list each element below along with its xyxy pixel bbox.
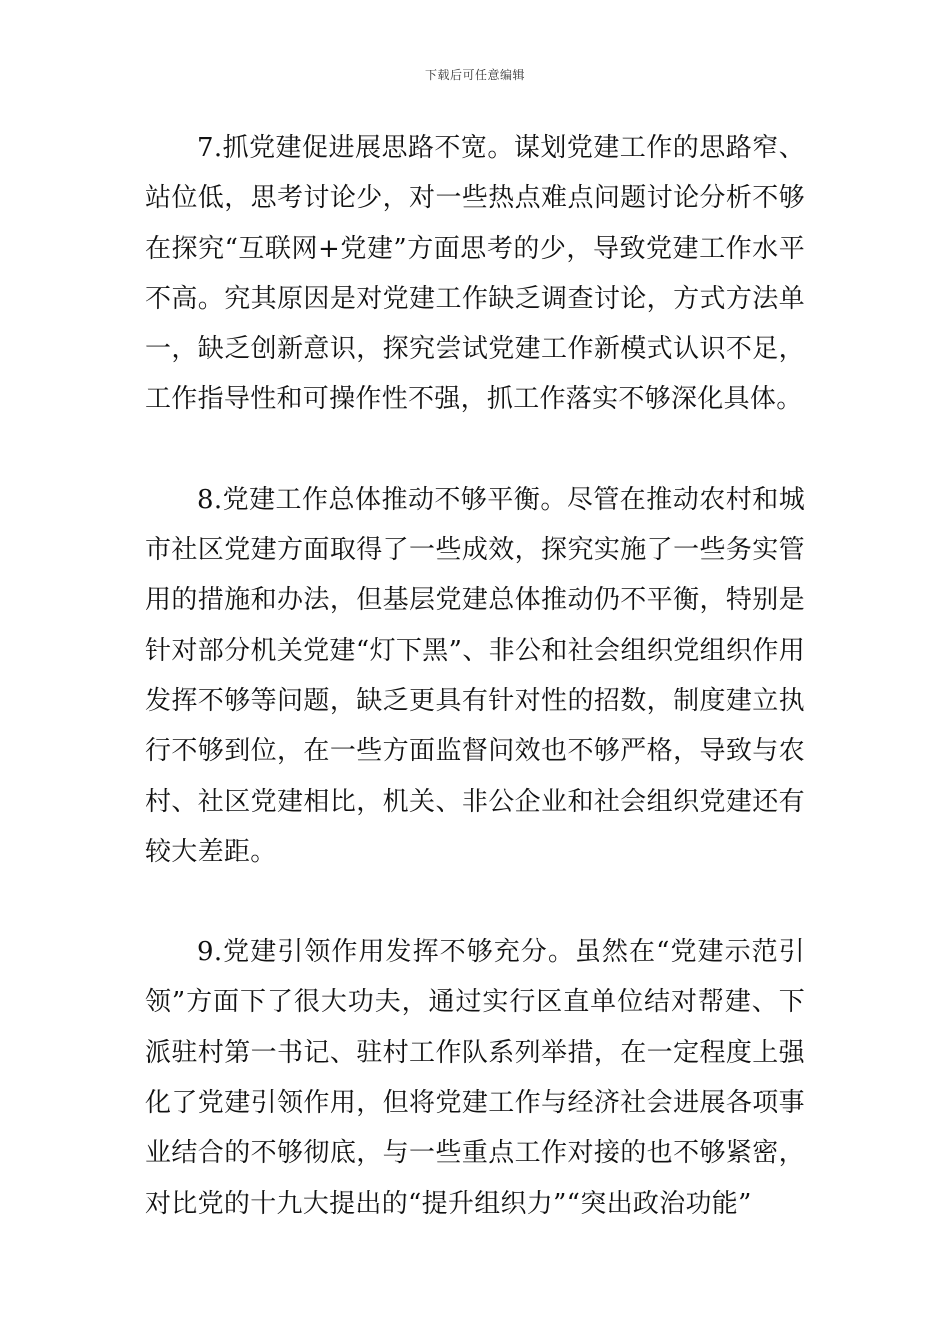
paragraph-8: 8.党建工作总体推动不够平衡。尽管在推动农村和城市社区党建方面取得了一些成效，探究实施了一些务实管用的措施和办法，但基层党建总体推动仍不平衡，特别是针对部分机关党建“灯下黑”、非公和社会组织党组织作用发挥不够等问题，缺乏更具有针对性的招数，制度建立执行不够到位，在一些方面监督问效也不够严格，导致与农村、社区党建相比，机关、非公企业和社会组织党建还有较大差距。 [145, 484, 805, 867]
paragraph-7: 7.抓党建促进展思路不宽。谋划党建工作的思路窄、站位低，思考讨论少，对一些热点难点问题讨论分析不够在探究“互联网+党建”方面思考的少，导致党建工作水平不高。究其原因是对党建工作缺乏调查讨论，方式方法单一，缺乏创新意识，探究尝试党建工作新模式认识不足，工作指导性和可操作性不强，抓工作落实不够深化具体。 [145, 133, 805, 415]
header-note: 下载后可任意编辑 [424, 68, 525, 82]
paragraph-9: 9.党建引领作用发挥不够充分。虽然在“党建示范引领”方面下了很大功夫，通过实行区直单位结对帮建、下派驻村第一书记、驻村工作队系列举措，在一定程度上强化了党建引领作用，但将党建工作与经济社会进展各项事业结合的不够彻底，与一些重点工作对接的也不够紧密，对比党的十九大提出的“提升组织力”“突出政治功能” [145, 937, 805, 1219]
document-body [145, 123, 805, 1229]
